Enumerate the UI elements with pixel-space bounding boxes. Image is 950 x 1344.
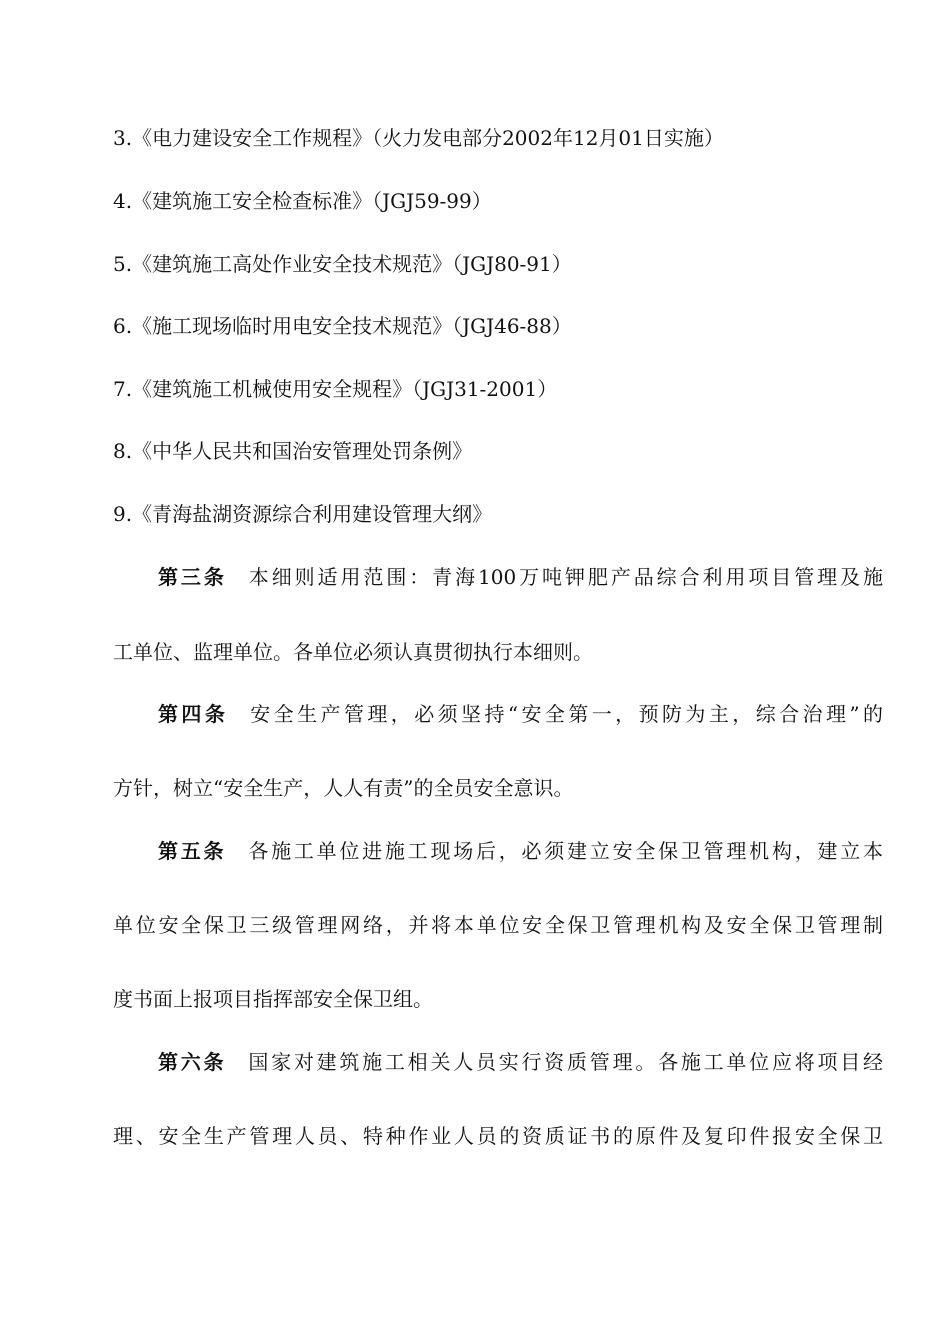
reference-item: 9.《青海盐湖资源综合利用建设管理大纲》 bbox=[113, 502, 493, 526]
article-label: 第三条 bbox=[158, 565, 227, 589]
article-first-line bbox=[158, 1048, 883, 1076]
article-text: 国家对建筑施工相关人员实行资质管理。各施工单位应将项目经 bbox=[248, 1050, 883, 1074]
article-text: 各施工单位进施工现场后，必须建立安全保卫管理机构，建立本 bbox=[248, 839, 883, 863]
article-first-line bbox=[158, 837, 883, 865]
reference-item: 7.《建筑施工机械使用安全规程》（JGJ31-2001） bbox=[113, 377, 558, 401]
article-label: 第五条 bbox=[158, 839, 227, 863]
reference-item: 6.《施工现场临时用电安全技术规范》（JGJ46-88） bbox=[113, 314, 572, 338]
article-first-line bbox=[158, 563, 883, 591]
article-label: 第六条 bbox=[158, 1050, 227, 1074]
article-text: 安全生产管理，必须坚持“安全第一，预防为主，综合治理”的 bbox=[250, 702, 883, 726]
reference-item: 3.《电力建设安全工作规程》（火力发电部分2002年12月01日实施） bbox=[113, 126, 724, 150]
article-text: 本细则适用范围：青海100万吨钾肥产品综合利用项目管理及施 bbox=[248, 565, 883, 589]
reference-item: 4.《建筑施工安全检查标准》（JGJ59-99） bbox=[113, 189, 492, 213]
article-continuation: 单位安全保卫三级管理网络，并将本单位安全保卫管理机构及安全保卫管理制 bbox=[113, 913, 883, 937]
article-first-line bbox=[158, 700, 883, 728]
reference-item: 5.《建筑施工高处作业安全技术规范》（JGJ80-91） bbox=[113, 252, 572, 276]
article-continuation: 理、安全生产管理人员、特种作业人员的资质证书的原件及复印件报安全保卫 bbox=[113, 1124, 883, 1148]
article-continuation: 方针，树立“安全生产，人人有责”的全员安全意识。 bbox=[113, 776, 574, 800]
article-continuation: 工单位、监理单位。各单位必须认真贯彻执行本细则。 bbox=[113, 640, 593, 664]
article-continuation: 度书面上报项目指挥部安全保卫组。 bbox=[113, 987, 433, 1011]
reference-item: 8.《中华人民共和国治安管理处罚条例》 bbox=[113, 439, 473, 463]
article-label: 第四条 bbox=[158, 702, 229, 726]
